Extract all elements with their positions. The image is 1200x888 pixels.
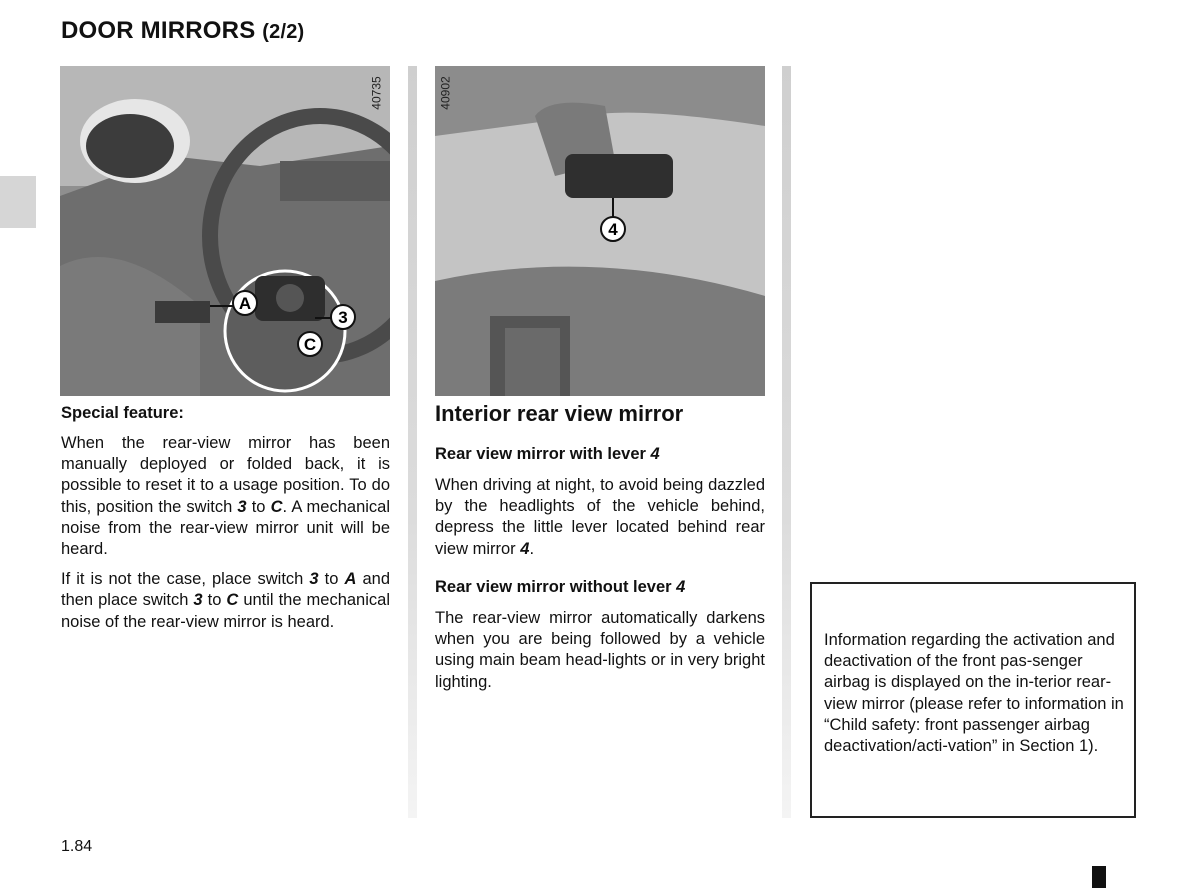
airbag-info-box (810, 582, 1136, 818)
section-tab (0, 176, 36, 228)
no-lever-text: The rear-view mirror automatically darkens when you are being followed by a vehicle using main beam head-lights or in very bright lighting. (435, 609, 765, 691)
section-heading: Interior rear view mirror (435, 401, 684, 426)
callout-4: 4 (608, 220, 618, 239)
special-feature-heading: Special feature: (61, 404, 184, 422)
callout-a: A (238, 294, 252, 313)
edge-mark (1092, 866, 1106, 888)
column-divider (782, 66, 791, 818)
image-code: 40735 (369, 76, 384, 110)
door-switch-photo (60, 66, 390, 396)
page-title-part: (2/2) (262, 21, 305, 43)
interior-mirror-photo (435, 66, 765, 396)
page-title-main: DOOR MIRRORS (61, 17, 256, 44)
no-lever-subheading: Rear view mirror without lever 4 (435, 578, 686, 596)
airbag-info-text: Information regarding the activation and deactivation of the front pas-senger airbag is displayed on the in-terior rear-view mirror (please refer to information in “Child safety: front passenger airbag deactivation/acti-vation” in Section 1). (824, 631, 1124, 756)
page-title (61, 17, 304, 45)
special-feature-text (61, 433, 390, 633)
callout-3: 3 (338, 308, 348, 327)
image-code: 40902 (438, 76, 453, 110)
column-divider (408, 66, 417, 818)
lever-text: When driving at night, to avoid being dazzled by the headlights of the vehicle behind, depress the little lever located behind rear view mirror 4. (435, 476, 765, 558)
paragraph: When the rear-view mirror has been manually deployed or folded back, it is possible to reset it to a usage position. To do this, position the switch 3 to C. A mechanical noise from the rear-view mirror unit will be heard. (61, 434, 391, 559)
paragraph: If it is not the case, place switch 3 to A and then place switch 3 to C until the mechanical noise of the rear-view mirror is heard. (61, 570, 390, 631)
lever-subheading: Rear view mirror with lever 4 (435, 445, 660, 463)
page-number: 1.84 (61, 838, 93, 855)
callout-c: C (303, 335, 317, 354)
